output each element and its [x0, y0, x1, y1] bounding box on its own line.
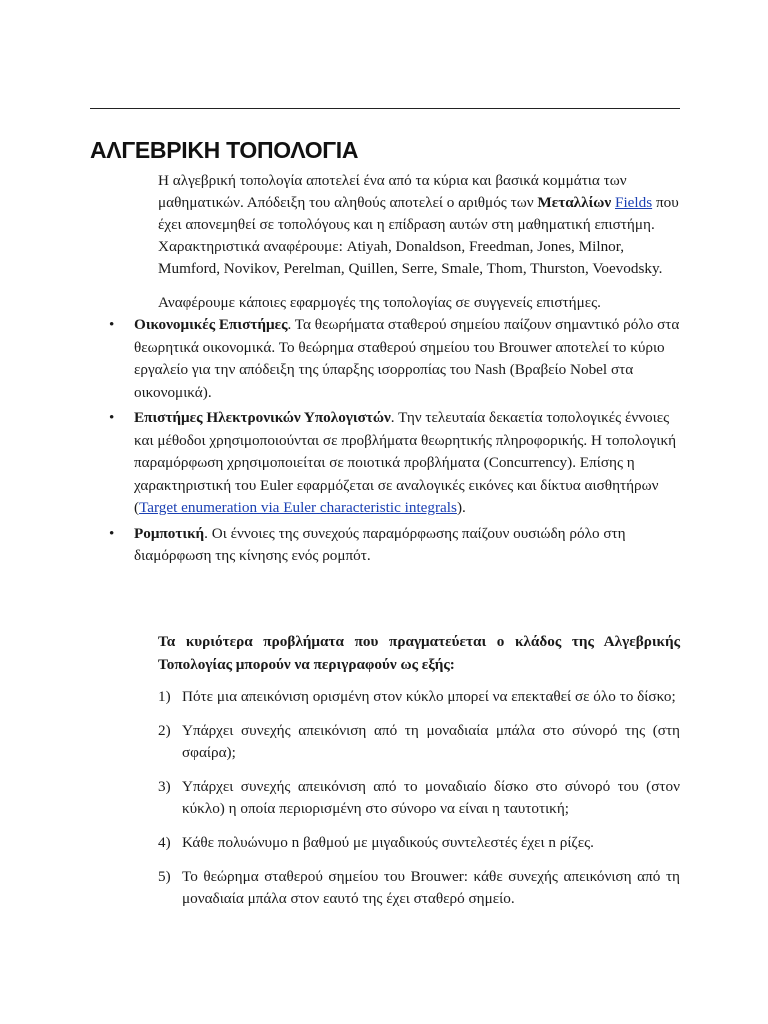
- problem-text: Πότε μια απεικόνιση ορισμένη στον κύκλο μπορεί να επεκταθεί σε όλο το δίσκο;: [182, 688, 676, 705]
- problem-text: Κάθε πολυώνυμο n βαθμού με μιγαδικούς συντελεστές έχει n ρίζες.: [182, 834, 594, 851]
- list-item: [90, 523, 680, 568]
- problem-number: 5): [158, 868, 171, 885]
- problem-text: Υπάρχει συνεχής απεικόνιση από τη μοναδιαία μπάλα στο σύνορό της (στη σφαίρα);: [182, 722, 680, 761]
- header-rule: [90, 108, 680, 109]
- problem-item: [158, 832, 680, 854]
- bullet-icon: •: [109, 409, 115, 426]
- bullet-text: . Οι έννοιες της συνεχούς παραμόρφωσης παίζουν ουσιώδη ρόλο στη διαμόρφωση της κίνησης ενός ρομπότ.: [134, 524, 626, 564]
- applications-list: [90, 314, 680, 571]
- bullet-text: . Την τελευταία δεκαετία τοπολογικές έννοιες και μέθοδοι χρησιμοποιούνται σε προβλήματα θεωρητικής πληροφορικής. Η τοπολογική παραμόρφωση χρησιμοποιείται σε ποιοτικά προβλήματα (Concurrency). Επίσης η χαρακτηριστική του Euler εφαρμόζεται σε αναλογικές εικόνες και δίκτυα αισθητήρων (: [134, 409, 677, 516]
- page-title: ΑΛΓΕΒΡΙΚΗ ΤΟΠΟΛΟΓΙΑ: [90, 137, 359, 163]
- bullet-icon: •: [109, 524, 115, 542]
- problem-number: 4): [158, 834, 171, 851]
- list-item: [90, 314, 680, 404]
- problem-number: 2): [158, 722, 171, 739]
- problem-text: Το θεώρημα σταθερού σημείου του Brouwer: κάθε συνεχής απεικόνιση από τη μοναδιαία μπάλα στον εαυτό της έχει σταθερό σημείο.: [182, 868, 680, 907]
- problem-item: [158, 686, 680, 708]
- problems-heading: Τα κυριότερα προβλήματα που πραγματεύεται ο κλάδος της Αλγεβρικής Τοπολογίας μπορούν να περιγραφούν ως εξής:: [158, 633, 680, 673]
- bullet-head: Επιστήμες Ηλεκτρονικών Υπολογιστών: [134, 409, 391, 426]
- problem-item: [158, 720, 680, 764]
- problems-list: [158, 686, 680, 922]
- euler-paper-link[interactable]: Target enumeration via Euler characteristic integrals: [139, 499, 457, 516]
- bullet-text: . Τα θεωρήματα σταθερού σημείου παίζουν σημαντικό ρόλο στα θεωρητικά οικονομικά. Το θεώρημα σταθερού σημείου του Brouwer αποτελεί το κύριο εργαλείο για την απόδειξη της ύπαρξης ισορροπίας του Nash (Βραβείο Nobel στα οικονομικά).: [134, 316, 680, 401]
- problem-text: Υπάρχει συνεχής απεικόνιση από το μοναδιαίο δίσκο στο σύνορό του (στον κύκλο) η οποία περιορισμένη στο σύνορο να είναι η ταυτοτική;: [182, 778, 680, 817]
- bullet-icon: •: [109, 316, 115, 333]
- intro-paragraph: [158, 170, 680, 280]
- problem-number: 3): [158, 778, 171, 795]
- medals-text: Μεταλλίων: [537, 194, 612, 211]
- bullet-head: Ρομποτική: [134, 524, 205, 542]
- problem-number: 1): [158, 688, 171, 705]
- list-item: [90, 407, 680, 520]
- problem-item: [158, 866, 680, 910]
- bullet-text-after: ).: [456, 499, 466, 516]
- fields-link[interactable]: Fields: [615, 194, 653, 211]
- intro-text-2: που έχει απονεμηθεί σε τοπολόγους και η επίδραση αυτών στη μαθηματική επιστήμη. Χαρακτηριστικά αναφέρουμε: Atiyah, Donaldson, Freedman, Jones, Milnor, Mumford, Novikov, Perelman, Quillen, Serre, Smale, Thom, Thurston, Voevodsky.: [158, 194, 679, 277]
- applications-intro: Αναφέρουμε κάποιες εφαρμογές της τοπολογίας σε συγγενείς επιστήμες.: [158, 294, 601, 311]
- problem-item: [158, 776, 680, 820]
- bullet-head: Οικονομικές Επιστήμες: [134, 316, 288, 333]
- intro-text-1: Η αλγεβρική τοπολογία αποτελεί ένα από τα κύρια και βασικά κομμάτια των μαθηματικών. Απόδειξη του αληθούς αποτελεί ο αριθμός των: [158, 172, 627, 211]
